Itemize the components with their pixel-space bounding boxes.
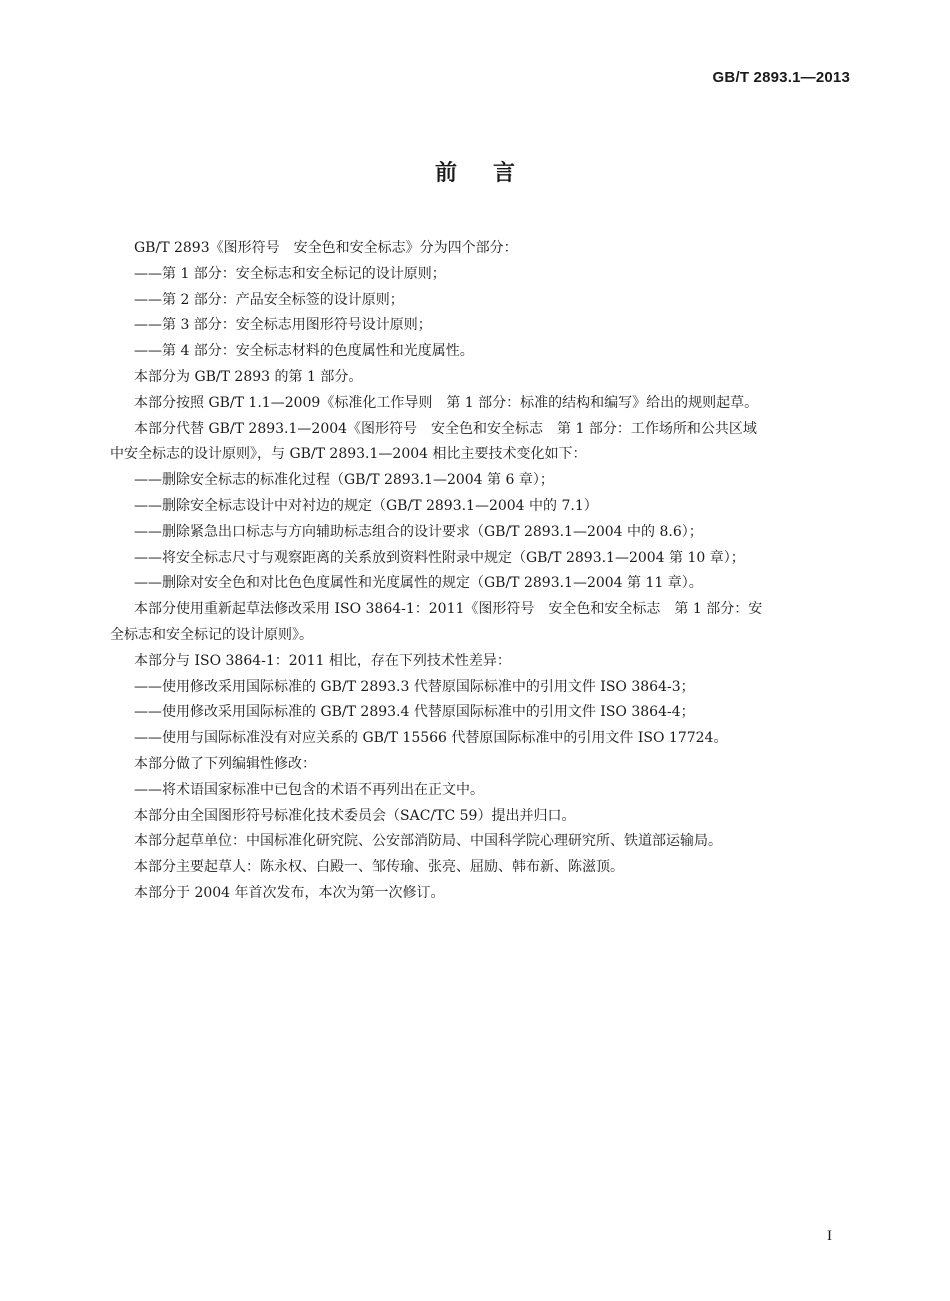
paragraph-continuation: 全标志和安全标记的设计原则》。 <box>110 626 313 643</box>
paragraph: 本部分为 GB/T 2893 的第 1 部分。 <box>134 368 363 385</box>
list-item: ——第 3 部分：安全标志用图形符号设计原则； <box>134 317 432 334</box>
list-item: ——第 2 部分：产品安全标签的设计原则； <box>134 291 404 308</box>
list-item: ——使用与国际标准没有对应关系的 GB/T 15566 代替原国际标准中的引用文件 ISO 17724。 <box>134 730 728 747</box>
paragraph: 本部分由全国图形符号标准化技术委员会（SAC/TC 59）提出并归口。 <box>134 807 576 824</box>
paragraph: GB/T 2893《图形符号 安全色和安全标志》分为四个部分： <box>134 240 518 256</box>
paragraph: 本部分使用重新起草法修改采用 ISO 3864-1：2011《图形符号 安全色和安全标志 第 1 部分：安 <box>134 601 763 618</box>
standard-code: GB/T 2893.1—2013 <box>712 69 850 86</box>
list-item: ——第 1 部分：安全标志和安全标记的设计原则； <box>134 265 446 282</box>
paragraph: 本部分起草单位：中国标准化研究院、公安部消防局、中国科学院心理研究所、铁道部运输局。 <box>134 833 722 850</box>
list-item: ——将术语国家标准中已包含的术语不再列出在正文中。 <box>134 781 484 798</box>
list-item: ——删除紧急出口标志与方向辅助标志组合的设计要求（GB/T 2893.1—2004 中的 8.6）； <box>134 523 703 540</box>
list-item: ——使用修改采用国际标准的 GB/T 2893.3 代替原国际标准中的引用文件 ISO 3864-3； <box>134 678 695 695</box>
paragraph: 本部分主要起草人：陈永权、白殿一、邹传瑜、张亮、屈励、韩布新、陈滋顶。 <box>134 859 624 876</box>
list-item: ——将安全标志尺寸与观察距离的关系放到资料性附录中规定（GB/T 2893.1—2004 第 10 章）； <box>134 549 745 566</box>
list-item: ——使用修改采用国际标准的 GB/T 2893.4 代替原国际标准中的引用文件 ISO 3864-4； <box>134 704 695 721</box>
list-item: ——第 4 部分：安全标志材料的色度属性和光度属性。 <box>134 343 474 360</box>
page-title: 前言 <box>434 161 551 186</box>
list-item: ——删除对安全色和对比色色度属性和光度属性的规定（GB/T 2893.1—2004 第 11 章）。 <box>134 575 703 592</box>
paragraph: 本部分做了下列编辑性修改： <box>134 755 316 772</box>
page-number: I <box>827 1228 832 1244</box>
paragraph: 本部分按照 GB/T 1.1—2009《标准化工作导则 第 1 部分：标准的结构和编写》给出的规则起草。 <box>134 394 759 411</box>
list-item: ——删除安全标志的标准化过程（GB/T 2893.1—2004 第 6 章）； <box>134 472 554 489</box>
list-item: ——删除安全标志设计中对衬边的规定（GB/T 2893.1—2004 中的 7.1） <box>134 497 598 514</box>
foreword-body <box>110 236 846 907</box>
paragraph: 本部分代替 GB/T 2893.1—2004《图形符号 安全色和安全标志 第 1 部分：工作场所和公共区域 <box>134 420 757 437</box>
paragraph: 本部分于 2004 年首次发布，本次为第一次修订。 <box>134 884 445 901</box>
paragraph-continuation: 中安全标志的设计原则》，与 GB/T 2893.1—2004 相比主要技术变化如下： <box>110 446 587 463</box>
paragraph: 本部分与 ISO 3864-1：2011 相比，存在下列技术性差异： <box>134 652 511 669</box>
